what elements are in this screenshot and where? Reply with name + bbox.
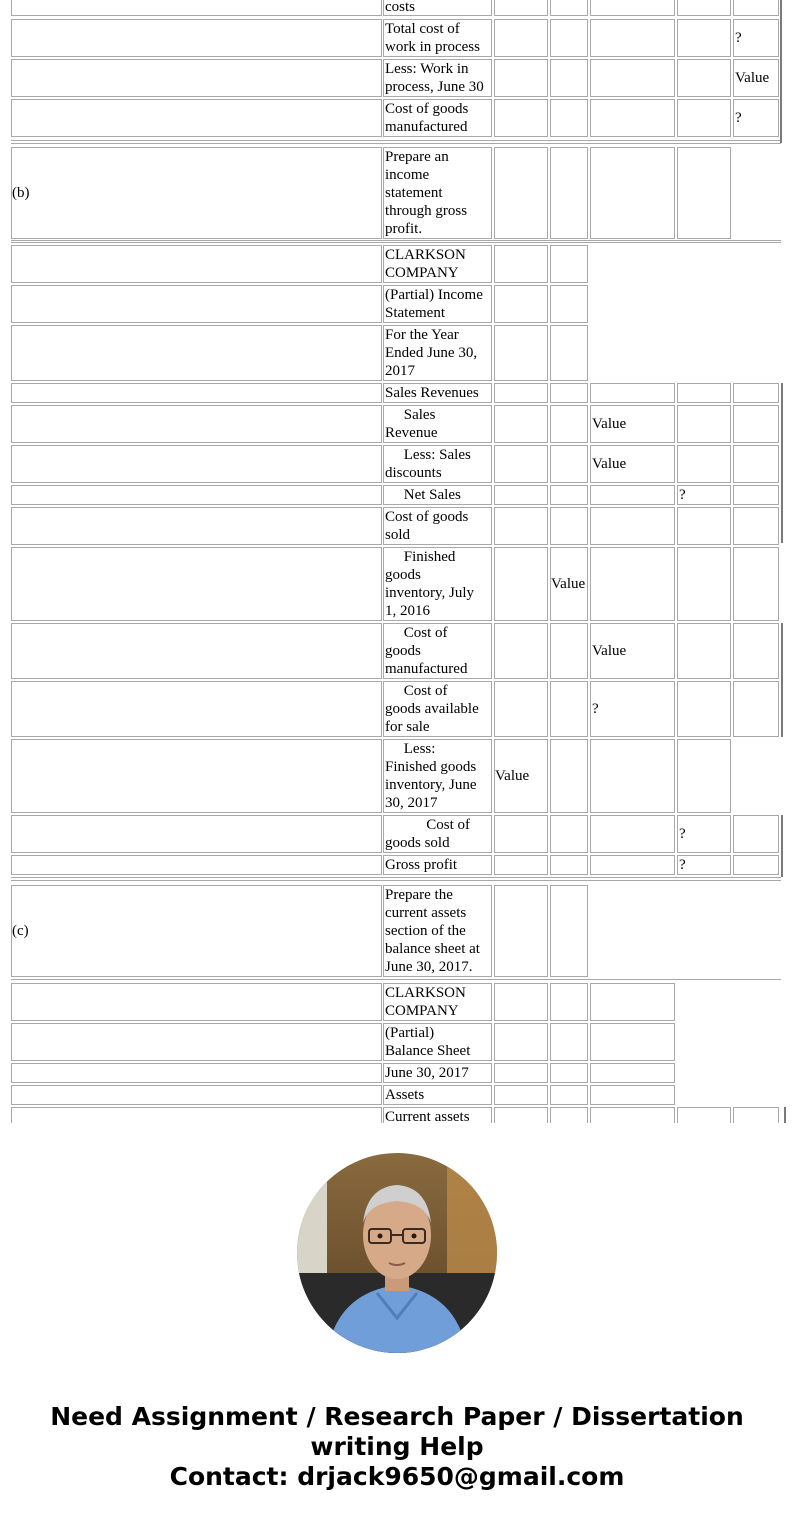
table-cell (11, 1023, 382, 1061)
table-cell (733, 507, 779, 545)
table-cell (733, 681, 779, 737)
person-portrait-icon (297, 1153, 497, 1353)
table-cell (494, 99, 548, 137)
table-cell (733, 445, 779, 483)
table-cell (494, 885, 548, 977)
table-cell (733, 855, 779, 875)
period-b: For the Year Ended June 30, 2017 (385, 327, 478, 379)
table-cell (550, 1107, 588, 1123)
table-cell (590, 1107, 675, 1123)
table-cell (590, 19, 675, 57)
table-cell (677, 0, 731, 16)
table-cell (677, 59, 731, 97)
table-cell (11, 19, 382, 57)
table-cell (590, 815, 675, 853)
table-cell (550, 245, 588, 283)
table-cell (494, 1023, 548, 1061)
table-cell (11, 285, 382, 323)
instruction-b: Prepare an income statement through gross profit. (385, 149, 468, 237)
section-letter-b: (b) (12, 185, 30, 201)
table-cell (590, 1063, 675, 1083)
table-cell (550, 0, 588, 16)
statement-title-b: (Partial) Income Statement (385, 287, 483, 321)
row-label-cogm: Cost of goods manufactured (385, 101, 469, 135)
company-name-c: CLARKSON COMPANY (385, 985, 466, 1019)
table-cell (550, 383, 588, 403)
table-cell (550, 507, 588, 545)
table-cell (733, 0, 779, 16)
table-cell (590, 1085, 675, 1105)
table-cell (11, 147, 382, 239)
table-cell (550, 1085, 588, 1105)
table-cell (494, 285, 548, 323)
table-cell (494, 681, 548, 737)
table-cell (590, 1023, 675, 1061)
table-cell (550, 815, 588, 853)
table-cell (550, 623, 588, 679)
table-cell (733, 485, 779, 505)
row-label-fg-end: Less: Finished goods inventory, June 30, 2017 (385, 741, 477, 811)
current-assets-heading: Current assets (385, 1109, 470, 1123)
table-cell (550, 885, 588, 977)
table-cell (733, 405, 779, 443)
row-label-gross-profit: Gross profit (385, 857, 458, 873)
table-cell (494, 19, 548, 57)
table-cell (11, 681, 382, 737)
table-cell (11, 739, 382, 813)
statement-title-c: (Partial) Balance Sheet (385, 1025, 471, 1059)
value-net-sales: ? (679, 487, 686, 503)
table-cell (590, 99, 675, 137)
table-cell (494, 623, 548, 679)
table-cell (11, 445, 382, 483)
table-cell (11, 325, 382, 381)
table-cell (677, 19, 731, 57)
table-cell (11, 383, 382, 403)
table-cell (677, 739, 731, 813)
table-cell (550, 681, 588, 737)
row-label-fg-begin: Finished goods inventory, July 1, 2016 (385, 549, 475, 619)
table-cell (494, 383, 548, 403)
table-cell (677, 383, 731, 403)
table-cell (677, 405, 731, 443)
table-cell (11, 1085, 382, 1105)
company-name-b: CLARKSON COMPANY (385, 247, 466, 281)
table-cell (11, 507, 382, 545)
table-cell (550, 59, 588, 97)
row-label-total-wip: Total cost of work in process (385, 21, 480, 55)
table-cell (677, 99, 731, 137)
value-sales-discounts: Value (592, 456, 627, 472)
table-cell (11, 99, 382, 137)
table-cell (677, 147, 731, 239)
table-cell (11, 983, 382, 1021)
assets-heading: Assets (385, 1087, 425, 1103)
table-cell (550, 983, 588, 1021)
table-cell (550, 1063, 588, 1083)
row-label-cogm-b: Cost of goods manufactured (385, 625, 468, 677)
table-cell (11, 485, 382, 505)
footer-contact (0, 1402, 794, 1492)
footer-line-1: Need Assignment / Research Paper / Dissertation (50, 1402, 744, 1431)
row-label-net-sales: Net Sales (385, 487, 461, 503)
table-cell (733, 383, 779, 403)
value-sales-revenue: Value (592, 416, 627, 432)
table-cell (677, 681, 731, 737)
table-cell (733, 623, 779, 679)
table-cell (494, 855, 548, 875)
table-cell (494, 1085, 548, 1105)
table-cell (677, 445, 731, 483)
table-cell (590, 547, 675, 621)
table-cell (494, 405, 548, 443)
value-gross-profit: ? (679, 857, 686, 873)
table-cell (550, 855, 588, 875)
table-cell (11, 59, 382, 97)
value-cogs: ? (679, 826, 686, 842)
table-cell (550, 147, 588, 239)
table-cell (11, 547, 382, 621)
table-cell (550, 1023, 588, 1061)
table-cell (11, 0, 382, 16)
table-cell (494, 147, 548, 239)
table-cell (494, 815, 548, 853)
date-c: June 30, 2017 (385, 1065, 469, 1081)
table-cell (550, 445, 588, 483)
table-cell (550, 405, 588, 443)
table-cell (550, 285, 588, 323)
table-cell (590, 383, 675, 403)
table-cell (494, 1063, 548, 1083)
table-cell (550, 325, 588, 381)
table-cell (494, 547, 548, 621)
table-cell (494, 1107, 548, 1123)
table-cell (677, 547, 731, 621)
instruction-c: Prepare the current assets section of the balance sheet at June 30, 2017. (385, 887, 480, 975)
table-cell (590, 507, 675, 545)
table-cell (494, 485, 548, 505)
table-cell (494, 325, 548, 381)
table-cell (11, 245, 382, 283)
value-total-wip: ? (735, 30, 742, 46)
table-cell (550, 739, 588, 813)
table-cell (677, 1107, 731, 1123)
row-label-costs: costs (385, 0, 415, 15)
row-label-cogs: Cost of goods sold (385, 817, 471, 851)
table-cell (494, 445, 548, 483)
value-less-wip: Value (735, 70, 770, 86)
table-cell (11, 623, 382, 679)
table-cell (494, 245, 548, 283)
row-label-sales-discounts: Less: Sales discounts (385, 447, 471, 481)
table-cell (11, 1063, 382, 1083)
row-label-cogs-header: Cost of goods sold (385, 509, 469, 543)
table-cell (590, 739, 675, 813)
table-cell (494, 59, 548, 97)
value-fg-end: Value (495, 768, 530, 784)
table-cell (590, 855, 675, 875)
table-cell (494, 507, 548, 545)
table-cell (11, 885, 382, 977)
table-cell (11, 855, 382, 875)
row-label-less-wip: Less: Work in process, June 30 (385, 61, 484, 95)
table-cell (550, 19, 588, 57)
table-cell (494, 983, 548, 1021)
table-cell (494, 0, 548, 16)
table-cell (550, 485, 588, 505)
row-label-sales-revenue: Sales Revenue (385, 407, 438, 441)
value-cogm: ? (735, 110, 742, 126)
table-cell (677, 507, 731, 545)
table-cell (550, 99, 588, 137)
value-cogm-b: Value (592, 643, 627, 659)
row-label-cogafs: Cost of goods available for sale (385, 683, 479, 735)
table-cell (733, 1107, 779, 1123)
value-fg-begin: Value (551, 576, 586, 592)
table-cell (11, 405, 382, 443)
table-cell (590, 59, 675, 97)
table-cell (590, 0, 675, 16)
section-letter-c: (c) (12, 923, 29, 939)
table-cell (733, 547, 779, 621)
table-cell (590, 147, 675, 239)
table-cell (590, 983, 675, 1021)
table-cell (590, 485, 675, 505)
row-label-sales-revenues: Sales Revenues (385, 385, 479, 401)
author-photo (297, 1153, 497, 1353)
footer-contact-email[interactable]: Contact: drjack9650@gmail.com (169, 1462, 625, 1491)
table-cell (677, 623, 731, 679)
table-cell (733, 815, 779, 853)
table-cell (590, 681, 675, 737)
value-cogafs: ? (592, 701, 599, 717)
table-cell (11, 1107, 382, 1123)
table-cell (11, 815, 382, 853)
footer-line-2: writing Help (310, 1432, 484, 1461)
